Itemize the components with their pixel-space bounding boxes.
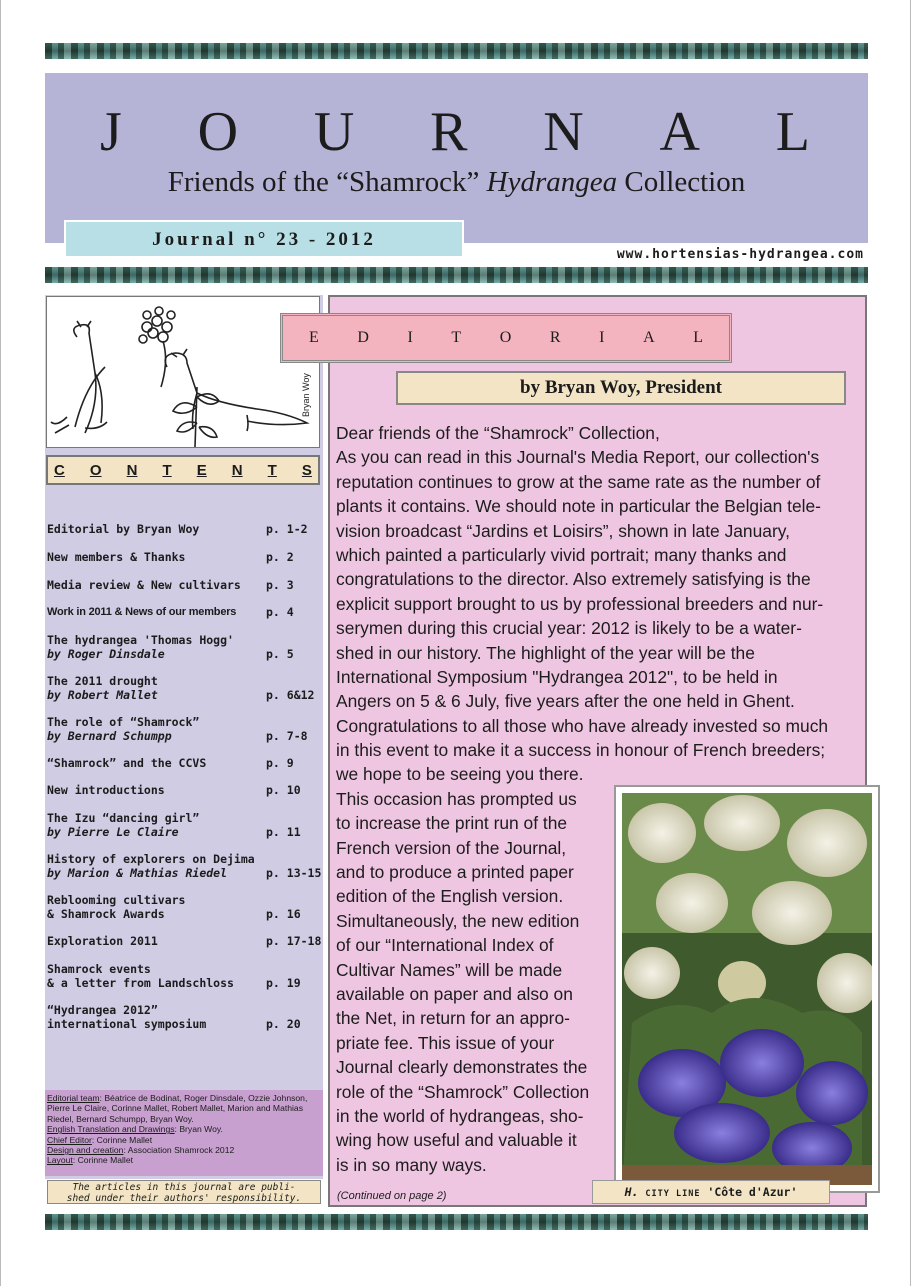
editorial-heading-letter: I xyxy=(407,329,415,346)
editorial-line: International Symposium "Hydrangea 2012", to be held in xyxy=(336,666,778,687)
toc-entry-title xyxy=(47,852,267,880)
toc-entry-title xyxy=(47,783,267,797)
toc-page-number: p. 3 xyxy=(266,578,294,592)
journal-title-letter: N xyxy=(543,101,584,163)
subtitle-text-end: Collection xyxy=(617,166,746,198)
toc-author: by Roger Dinsdale xyxy=(47,647,165,661)
toc-title-line: The Izu “dancing girl” xyxy=(47,811,200,825)
toc-page-number: p. 17-18 xyxy=(266,934,322,948)
toc-page-number: p. 4 xyxy=(266,605,294,619)
mid-decorative-strip xyxy=(45,267,868,283)
journal-title-letter: L xyxy=(775,101,810,163)
top-decorative-strip xyxy=(45,43,868,59)
toc-author: by Robert Mallet xyxy=(47,688,158,702)
toc-page-number: p. 9 xyxy=(266,756,294,770)
editorial-line: which painted a particularly vivid portrait; many thanks and xyxy=(336,544,787,565)
editorial-line: wing how useful and valuable it xyxy=(336,1130,577,1151)
subtitle-text: Friends of the “Shamrock” xyxy=(167,166,487,198)
journal-title-letter: J xyxy=(100,101,122,163)
toc-page-number: p. 20 xyxy=(266,1017,301,1031)
editorial-heading-letter: T xyxy=(451,329,464,346)
editorial-line: the Net, in return for an appro- xyxy=(336,1008,570,1029)
editorial-line: explicit support brought to us by professional breeders and nur- xyxy=(336,593,824,614)
caption-series: CITY LINE xyxy=(645,1189,701,1199)
toc-page-number: p. 5 xyxy=(266,647,294,661)
editorial-line: shed in our history. The highlight of the year will be the xyxy=(336,642,755,663)
toc-author: by Bernard Schumpp xyxy=(47,729,172,743)
editorial-heading-letter: E xyxy=(309,329,321,346)
editorial-line: priate fee. This issue of your xyxy=(336,1032,555,1053)
toc-title-line: History of explorers on Dejima xyxy=(47,852,255,866)
toc-title-line: Work in 2011 & News of our members xyxy=(47,606,237,618)
toc-entry-title xyxy=(47,934,267,948)
editorial-line: Angers on 5 & 6 July, five years after the one held in Ghent. xyxy=(336,691,795,712)
toc-title-line: international symposium xyxy=(47,1017,207,1031)
toc-title-line: & Shamrock Awards xyxy=(47,907,165,921)
toc-entry-title xyxy=(47,522,267,536)
website-url[interactable]: www.hortensias-hydrangea.com xyxy=(616,247,864,262)
editorial-byline: by Bryan Woy, President xyxy=(396,371,846,405)
editorial-heading-letter: D xyxy=(357,329,371,346)
credits-box xyxy=(45,1090,323,1176)
contents-heading-letter: S xyxy=(301,461,312,479)
photo-caption xyxy=(592,1180,830,1204)
toc-title-line: Exploration 2011 xyxy=(47,934,158,948)
journal-title-letter: O xyxy=(197,101,239,163)
editorial-heading-letter: R xyxy=(549,329,563,346)
toc-title-line: The role of “Shamrock” xyxy=(47,715,200,729)
editorial-line: role of the “Shamrock” Collection xyxy=(336,1081,590,1102)
toc-title-line: “Shamrock” and the CCVS xyxy=(47,756,207,770)
editorial-line: to increase the print run of the xyxy=(336,813,568,834)
layout-credit: : Corinne Mallet xyxy=(72,1155,133,1166)
translation-credit: : Bryan Woy. xyxy=(174,1124,223,1135)
editorial-line: As you can read in this Journal's Media Report, our collection's xyxy=(336,447,820,468)
toc-title-line: New introductions xyxy=(47,783,165,797)
toc-page-number: p. 11 xyxy=(266,825,301,839)
editorial-line: available on paper and also on xyxy=(336,983,573,1004)
toc-entry-title xyxy=(47,550,267,564)
toc-page-number: p. 10 xyxy=(266,783,301,797)
editorial-line: and to produce a printed paper xyxy=(336,862,574,883)
toc-page-number: p. 13-15 xyxy=(266,866,322,880)
toc-page-number: p. 7-8 xyxy=(266,729,308,743)
toc-page-number: p. 16 xyxy=(266,907,301,921)
toc-title-line: The 2011 drought xyxy=(47,674,158,688)
contents-heading-letter: N xyxy=(231,461,243,479)
editorial-heading-letter: O xyxy=(499,329,514,346)
contents-heading-letter: E xyxy=(196,461,207,479)
contents-heading-letter: N xyxy=(126,461,138,479)
toc-page-number: p. 2 xyxy=(266,550,294,564)
editorial-line: Simultaneously, the new edition xyxy=(336,910,580,931)
editorial-line: Congratulations to all those who have already invested so much xyxy=(336,715,829,736)
toc-page-number: p. 19 xyxy=(266,976,301,990)
layout-label: Layout xyxy=(47,1155,73,1166)
toc-title-line: Editorial by Bryan Woy xyxy=(47,522,200,536)
toc-entry-title xyxy=(47,1003,267,1031)
contents-heading-letter: T xyxy=(267,461,277,479)
editorial-team-label: Editorial team xyxy=(47,1093,100,1103)
toc-page-number: p. 1-2 xyxy=(266,522,308,536)
toc-entry-title xyxy=(47,715,267,743)
caption-cultivar: 'Côte d'Azur' xyxy=(707,1185,798,1199)
disclaimer-line: shed under their authors' responsibility. xyxy=(66,1193,302,1204)
editorial-heading-letter: I xyxy=(599,329,607,346)
contents-heading-letter: O xyxy=(89,461,102,479)
editorial-line: Dear friends of the “Shamrock” Collection, xyxy=(336,423,660,443)
editorial-heading-letter: L xyxy=(693,329,705,346)
editorial-line: French version of the Journal, xyxy=(336,837,567,858)
editorial-line: in the world of hydrangeas, sho- xyxy=(336,1105,584,1126)
editorial-line: reputation continues to grow at the same rate as the number of xyxy=(336,471,821,492)
editorial-line: we hope to be seeing you there. xyxy=(336,764,584,785)
masthead-subtitle xyxy=(45,166,868,199)
design-label: Design and creation xyxy=(47,1145,124,1156)
dinosaur-drawing xyxy=(46,296,320,448)
journal-title xyxy=(60,100,850,164)
editorial-line: congratulations to the director. Also extremely satisfying is the xyxy=(336,569,811,590)
toc-entry-title xyxy=(47,811,267,839)
toc-title-line: & a letter from Landschloss xyxy=(47,976,234,990)
design-credit: : Association Shamrock 2012 xyxy=(123,1145,235,1156)
caption-genus: H. xyxy=(624,1185,639,1199)
editorial-team: : Béatrice de Bodinat, Roger Dinsdale, Ozzie Johnson, Pierre Le Claire, Corinne Mallet, Robert Mallet, Marion and Mathias Riedel, Bernard Schumpp, Bryan Woy. xyxy=(47,1093,308,1124)
toc-entry-title xyxy=(47,674,267,702)
editorial-line: in this event to make it a success in honour of French breeders; xyxy=(336,740,826,761)
journal-title-letter: A xyxy=(659,101,700,163)
bottom-decorative-strip xyxy=(45,1214,868,1230)
editorial-line: of our “International Index of xyxy=(336,935,554,956)
toc-entry-title xyxy=(47,962,267,990)
disclaimer xyxy=(47,1180,321,1204)
toc-title-line: Reblooming cultivars xyxy=(47,893,186,907)
translation-label: English Translation and Drawings xyxy=(47,1124,175,1135)
journal-title-letter: U xyxy=(313,101,355,163)
toc-author: by Marion & Mathias Riedel xyxy=(47,866,228,880)
editorial-line: is in so many ways. xyxy=(336,1154,487,1175)
issue-number: Journal n° 23 - 2012 xyxy=(64,220,464,258)
editorial-heading-letter: A xyxy=(643,329,657,346)
toc-entry-title xyxy=(47,756,267,770)
toc-title-line: Media review & New cultivars xyxy=(47,578,241,592)
toc-entry-title xyxy=(47,633,267,661)
editorial-line: serymen during this crucial year: 2012 is likely to be a water- xyxy=(336,618,802,639)
continued-note: (Continued on page 2) xyxy=(337,1190,447,1202)
editorial-line: vision broadcast “Jardins et Loisirs”, shown in late January, xyxy=(336,520,790,541)
drawing-signature: Bryan Woy xyxy=(301,373,311,417)
subtitle-italic: Hydrangea xyxy=(486,166,618,198)
editorial-line: Cultivar Names” will be made xyxy=(336,959,563,980)
contents-heading-letter: T xyxy=(162,461,172,479)
journal-title-letter: R xyxy=(430,101,468,163)
editorial-heading xyxy=(280,313,732,363)
editorial-line: Journal clearly demonstrates the xyxy=(336,1057,588,1078)
editorial-line: edition of the English version. xyxy=(336,886,564,907)
toc-title-line: New members & Thanks xyxy=(47,550,186,564)
toc-entry-title xyxy=(47,605,267,619)
page-edge-left xyxy=(0,0,1,1286)
toc-title-line: Shamrock events xyxy=(47,962,151,976)
contents-heading-letter: C xyxy=(54,461,65,479)
page-edge-right xyxy=(910,0,911,1286)
editorial-line: plants it contains. We should note in particular the Belgian tele- xyxy=(336,496,821,517)
toc-author: by Pierre Le Claire xyxy=(47,825,179,839)
chief-editor: : Corinne Mallet xyxy=(91,1134,153,1145)
toc-page-number: p. 6&12 xyxy=(266,688,315,702)
toc-title-line: “Hydrangea 2012” xyxy=(47,1003,158,1017)
toc-title-line: The hydrangea 'Thomas Hogg' xyxy=(47,633,234,647)
toc-entry-title xyxy=(47,893,267,921)
toc-entry-title xyxy=(47,578,267,592)
contents-heading xyxy=(46,455,320,485)
hydrangea-photo xyxy=(614,785,880,1193)
disclaimer-line: The articles in this journal are publi- xyxy=(72,1182,296,1193)
editorial-line: This occasion has prompted us xyxy=(336,788,577,809)
chief-editor-label: Chief Editor xyxy=(47,1134,92,1145)
